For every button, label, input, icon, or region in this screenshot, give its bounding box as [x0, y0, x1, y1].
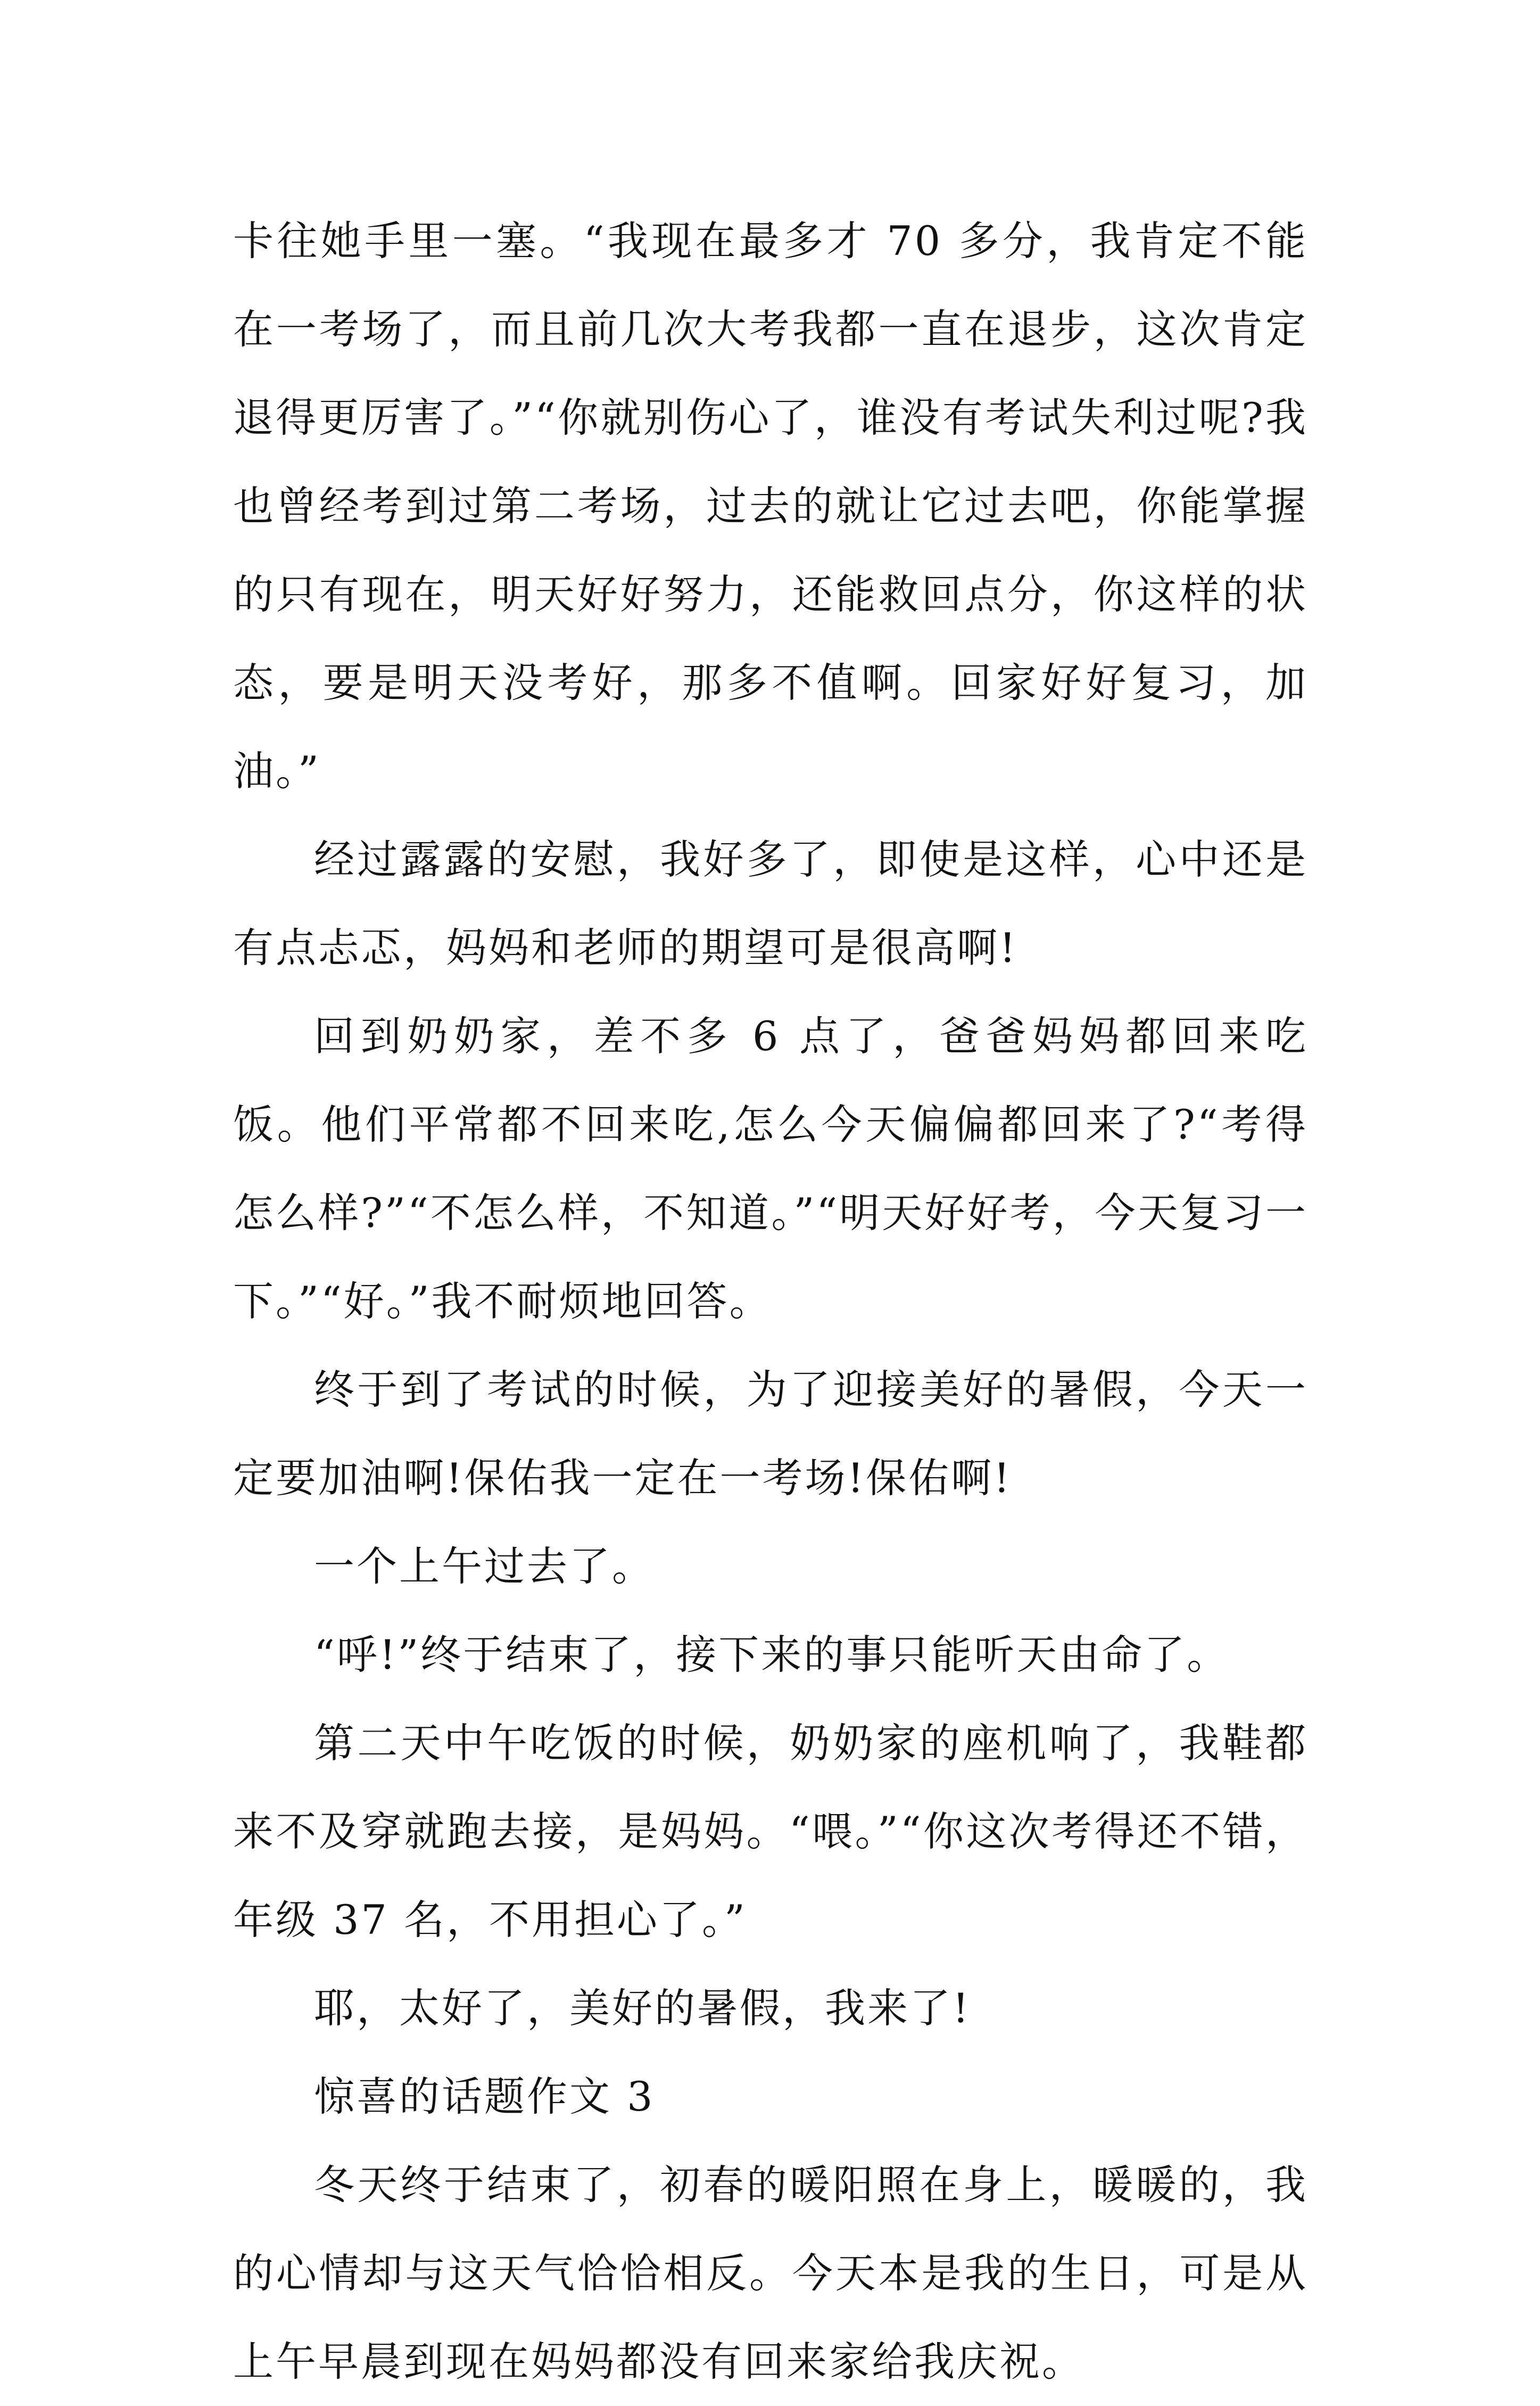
- paragraph-8: 耶，太好了，美好的暑假，我来了!: [314, 1984, 971, 2032]
- paragraph-2: 经过露露的安慰，我好多了，即使是这样，心中还是有点忐忑，妈妈和老师的期望可是很高啊!: [233, 836, 1308, 971]
- paragraph-5: 一个上午过去了。: [314, 1543, 655, 1590]
- paragraph-9: 冬天终于结束了，初春的暖阳照在身上，暖暖的，我的心情却与这天气恰恰相反。今天本是我的生日，可是从上午早晨到现在妈妈都没有回来家给我庆祝。: [233, 2161, 1308, 2385]
- document-body: [233, 197, 1308, 2406]
- paragraph-1: 卡往她手里一塞。“我现在最多才 70 多分，我肯定不能在一考场了，而且前几次大考我都一直在退步，这次肯定退得更厉害了。”“你就别伤心了，谁没有考试失利过呢?我也曾经考到过第二考场，过去的就让它过去吧，你能掌握的只有现在，明天好好努力，还能救回点分，你这样的状态，要是明天没考好，那多不值啊。回家好好复习，加油。”: [233, 217, 1308, 795]
- section-heading: 惊喜的话题作文 3: [314, 2073, 655, 2120]
- paragraph-6: “呼!”终于结束了，接下来的事只能听天由命了。: [314, 1631, 1230, 1678]
- paragraph-3: 回到奶奶家，差不多 6 点了，爸爸妈妈都回来吃饭。他们平常都不回来吃,怎么今天偏偏都回来了?“考得怎么样?”“不怎么样，不知道。”“明天好好考，今天复习一下。”“好。”我不耐烦地回答。: [233, 1012, 1308, 1325]
- paragraph-7: 第二天中午吃饭的时候，奶奶家的座机响了，我鞋都来不及穿就跑去接，是妈妈。“喂。”“你这次考得还不错，年级 37 名，不用担心了。”: [233, 1719, 1308, 1943]
- paragraph-4: 终于到了考试的时候，为了迎接美好的暑假，今天一定要加油啊!保佑我一定在一考场!保佑啊!: [233, 1366, 1308, 1502]
